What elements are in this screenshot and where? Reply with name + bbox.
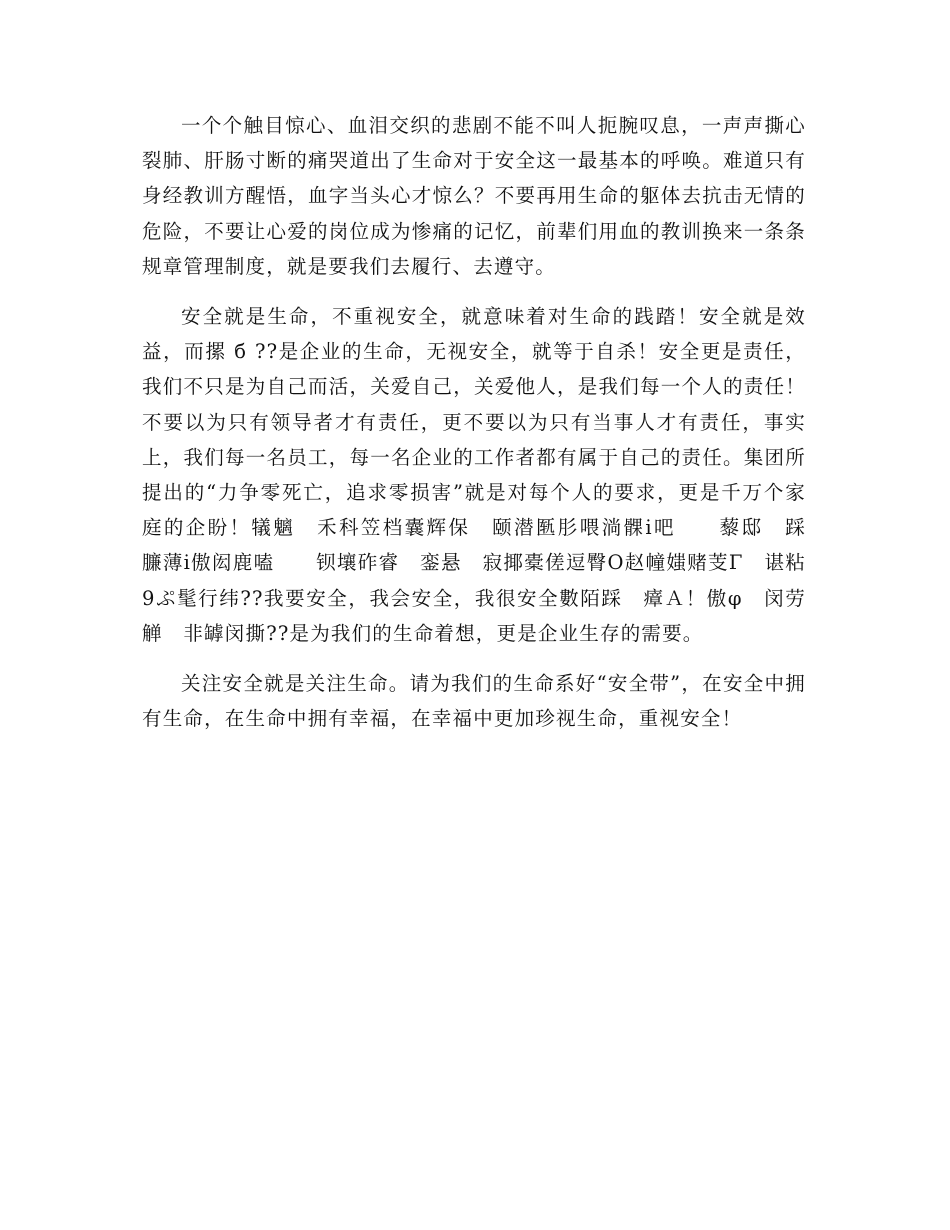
paragraph-1: 一个个触目惊心、血泪交织的悲剧不能不叫人扼腕叹息，一声声撕心裂肺、肝肠寸断的痛哭道出了生命对于安全这一最基本的呼唤。难道只有身经教训方醒悟，血字当头心才惊么？不要再用生命的躯体去抗击无情的危险，不要让心爱的岗位成为惨痛的记忆，前辈们用血的教训换来一条条规章管理制度，就是要我们去履行、去遵守。 [142, 114, 806, 278]
paragraph-3: 关注安全就是关注生命。请为我们的生命系好“安全带”，在安全中拥有生命，在生命中拥有幸福，在幸福中更加珍视生命，重视安全！ [142, 672, 806, 731]
paragraph-2: 安全就是生命，不重视安全，就意味着对生命的践踏！安全就是效益，而摞 б ??是企业的生命，无视安全，就等于自杀！安全更是责任，我们不只是为自己而活，关爱自己，关爱他人，是我们每一个人的责任！不要以为只有领导者才有责任，更不要以为只有当事人才有责任，事实上，我们每一名员工，每一名企业的工作者都有属于自己的责任。集团所提出的“力争零死亡，追求零损害”就是对每个人的要求，更是千万个家庭的企盼！犠魑 禾科笠档囊辉保 颐潜匦肜喂淌髁ⅰ吧 藜邸 踩 臁薄ⅰ傲闳鹿嗑 钡壤砟睿 銮悬 寂揶橐傞逗臀О赵幢媸赌芰Γ 谌粘9ぷ髦行纬??我要安全，我会安全，我很安全數陌踩 瘴Ａ！傲φ 闵劳觯 非罅闵撕??是为我们的生命着想，更是企业生存的需要。 [142, 305, 848, 645]
document-body [142, 108, 848, 751]
